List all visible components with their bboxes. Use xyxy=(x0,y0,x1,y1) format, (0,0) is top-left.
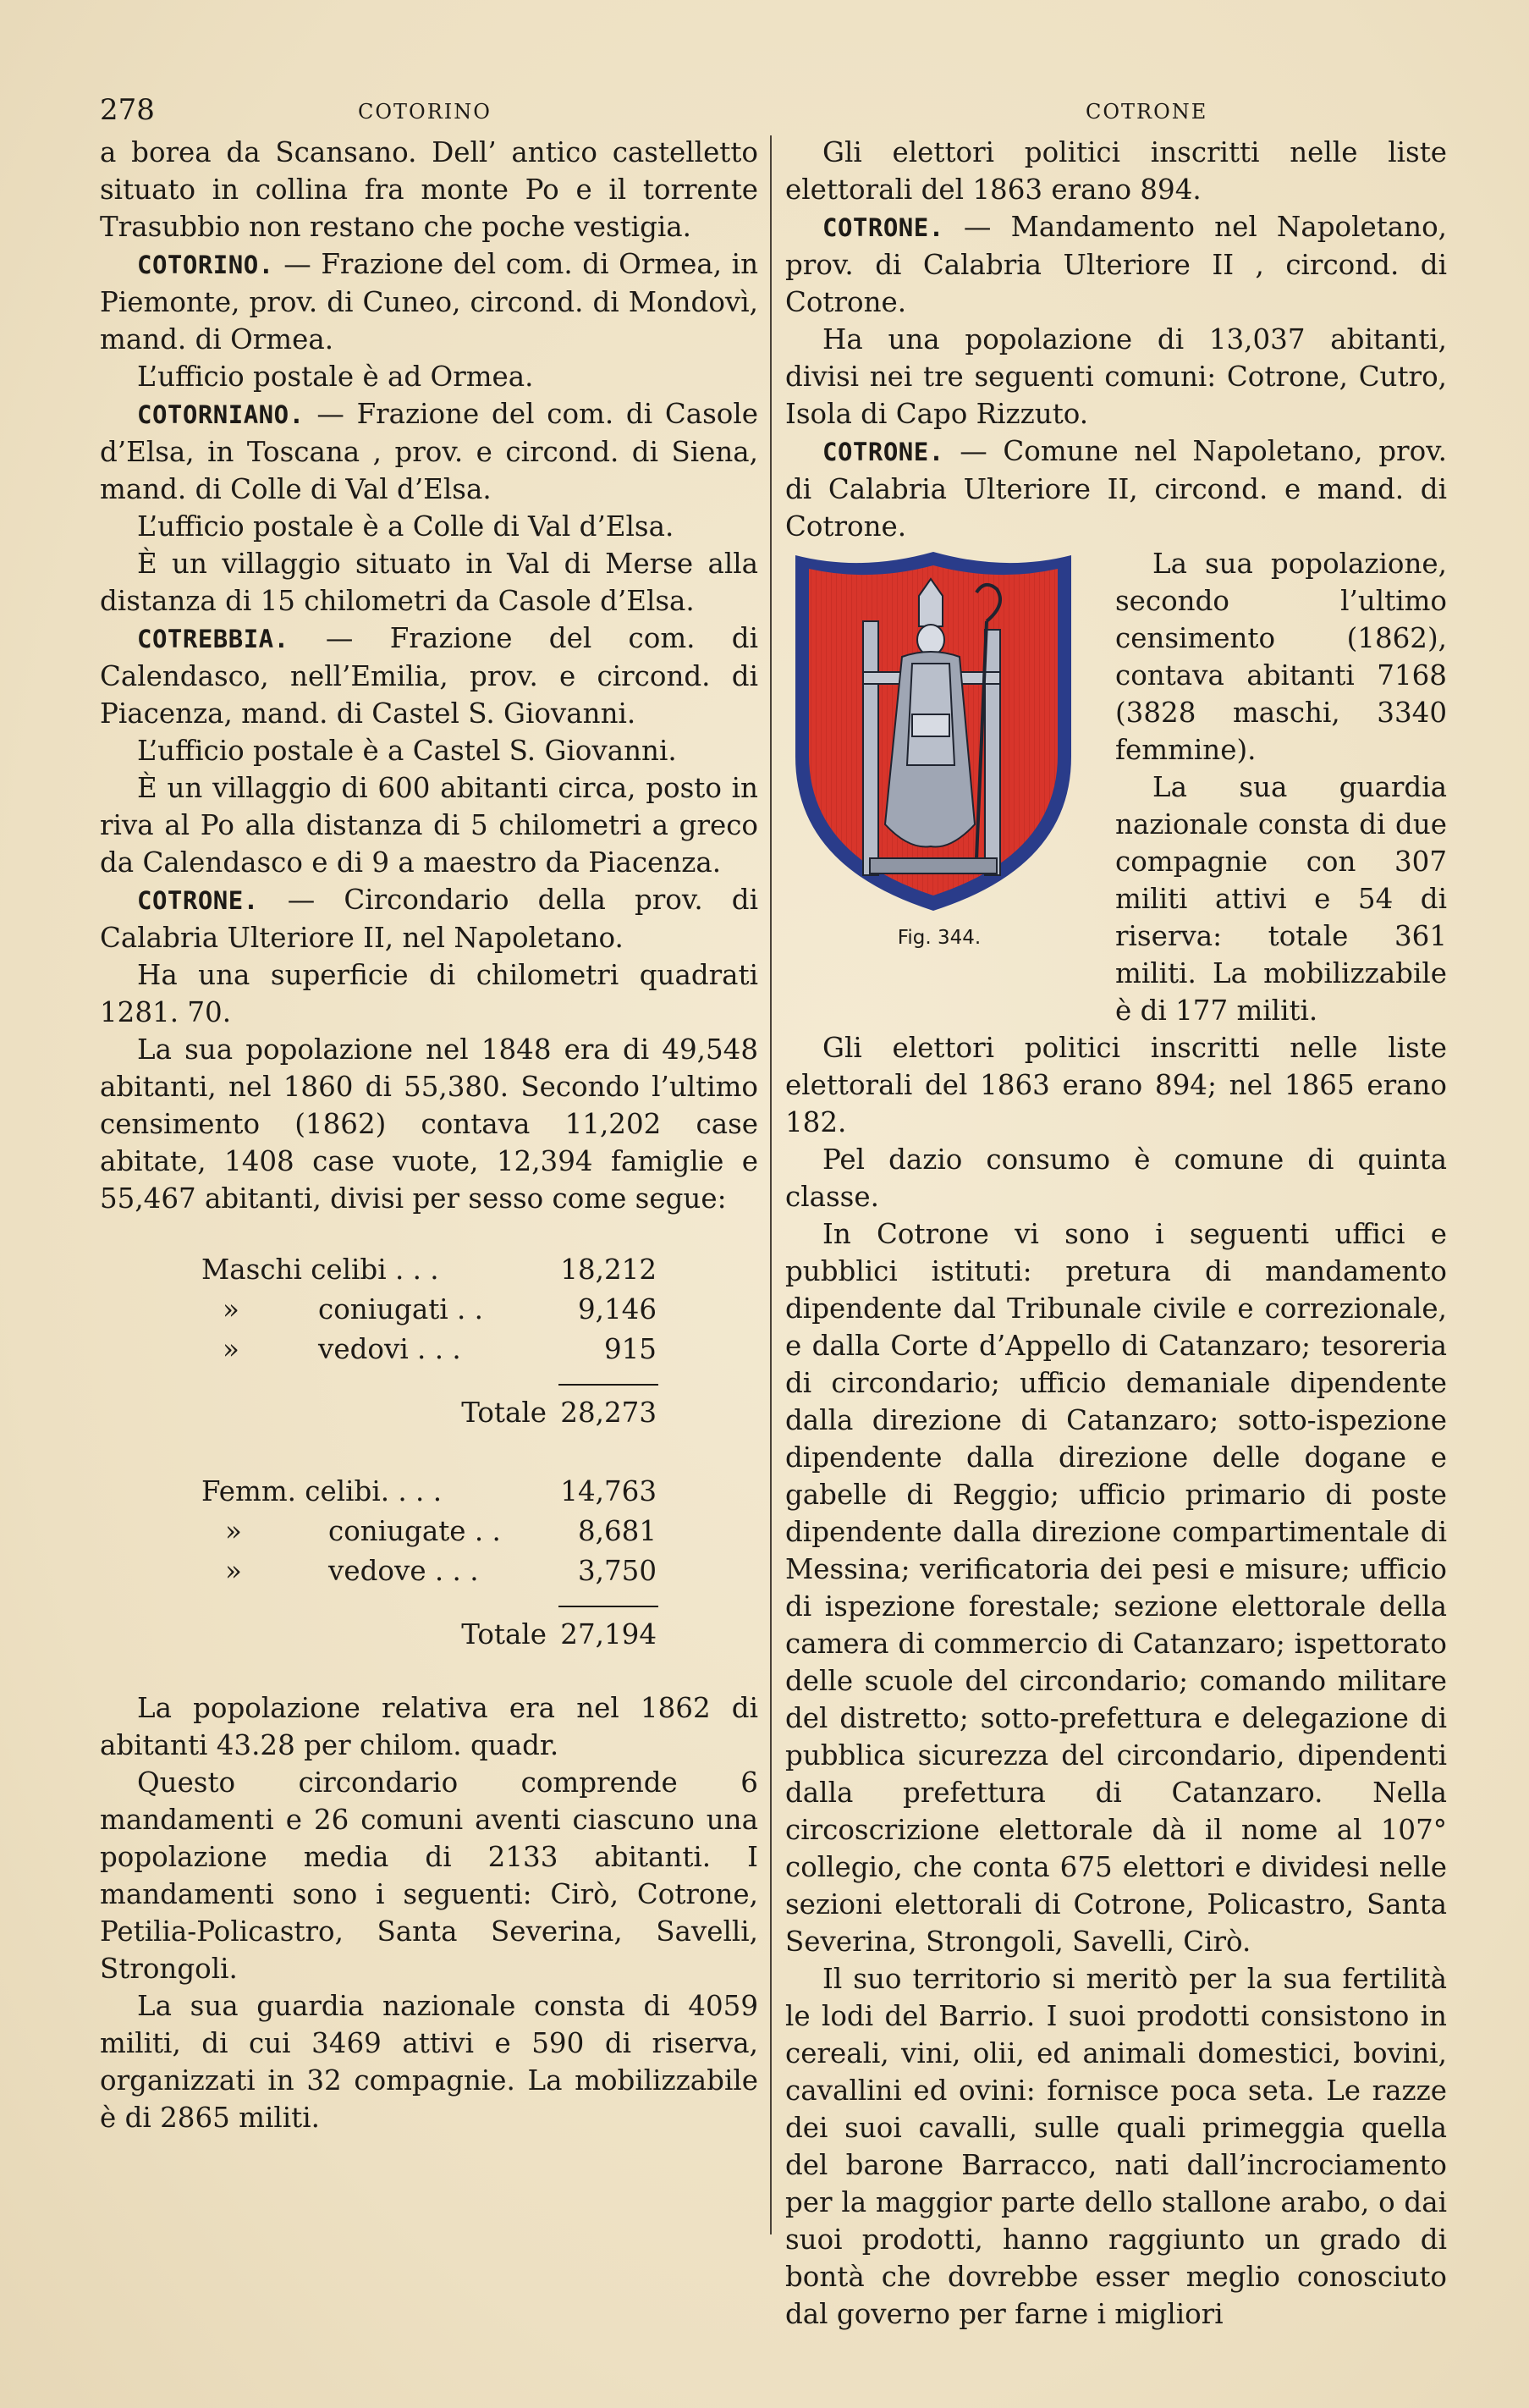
spacer xyxy=(100,1434,758,1473)
paragraph: La sua guardia nazionale consta di due compagnie con 307 militi attivi e 54 di riserva: totale 361 militi. La mobilizzabile è di 177 militi. xyxy=(1115,771,1447,1027)
stat-value: 915 xyxy=(603,1333,657,1365)
entry-cotrone-mandamento xyxy=(785,208,1447,321)
paragraph: Il suo territorio si meritò per la sua fertilità le lodi del Barrio. I suoi prodotti consistono in cereali, vini, olii, ed animali domestici, bovini, cavallini ed ovini: fornisce poca seta. Le razze dei suoi cavalli, sulle quali primeggia quella del barone Barracco, nati dall’incrociamento per la maggior parte dello stallone arabo, o dai suoi prodotti, hanno raggiunto un grado di bontà che dovrebbe esser meglio conosciuto dal governo per farne i migliori xyxy=(785,1963,1447,2330)
figure-caption: Fig. 344. xyxy=(897,927,982,949)
entry-heading: COTREBBIA. xyxy=(137,625,289,653)
stat-value: 9,146 xyxy=(577,1293,657,1325)
total-label: Totale xyxy=(461,1397,547,1429)
paragraph: Gli elettori politici inscritti nelle liste elettorali del 1863 erano 894; nel 1865 erano 182. xyxy=(785,1032,1447,1138)
entry-text: — Mandamento nel Napoletano, prov. di Calabria Ulteriore II , circond. di Cotrone. xyxy=(785,211,1447,318)
ditto-mark: » xyxy=(225,1555,242,1587)
entry-text: — Comune nel Napoletano, prov. di Calabria Ulteriore II, circond. e mand. di Cotrone. xyxy=(785,435,1447,543)
stat-row xyxy=(100,1291,758,1331)
figure-coat-of-arms xyxy=(773,545,1105,999)
stat-row xyxy=(100,1251,758,1291)
total-rule xyxy=(100,1370,758,1394)
entry-cotrebbia xyxy=(100,620,758,732)
page-number: 278 xyxy=(100,93,155,127)
ditto-mark: » xyxy=(223,1333,239,1365)
entry-text: — Circondario della prov. di Calabria Ulteriore II, nel Napoletano. xyxy=(100,884,758,954)
stat-value: 8,681 xyxy=(577,1515,657,1547)
entry-cotorino xyxy=(100,245,758,358)
entry-heading: COTORINO. xyxy=(137,251,274,279)
ditto-mark: » xyxy=(225,1515,242,1547)
paragraph: La sua guardia nazionale consta di 4059 militi, di cui 3469 attivi e 590 di riserva, organizzati in 32 compagnie. La mobilizzabile è di 2865 militi. xyxy=(100,1990,758,2134)
total-rule xyxy=(100,1592,758,1616)
entry-text: — Frazione del com. di Casole d’Elsa, in Toscana , prov. e circond. di Siena, mand. di Colle di Val d’Elsa. xyxy=(100,398,758,505)
stat-label: coniugati . . xyxy=(318,1293,483,1325)
paragraph: Ha una superficie di chilometri quadrati 1281. 70. xyxy=(100,959,758,1028)
stat-row xyxy=(100,1552,758,1592)
paragraph: La sua popolazione nel 1848 era di 49,548 abitanti, nel 1860 di 55,380. Secondo l’ultimo censimento (1862) contava 11,202 case abitate, 1408 case vuote, 12,394 famiglie e 55,467 abitanti, divisi per sesso come segue: xyxy=(100,1033,758,1215)
total-label: Totale xyxy=(461,1618,547,1650)
running-head-left: COTORINO xyxy=(358,100,492,124)
paragraph: In Cotrone vi sono i seguenti uffici e pubblici istituti: pretura di mandamento dipendente dal Tribunale civile e correzionale, e dalla Corte d’Appello di Catanzaro; tesoreria di circondario; ufficio demaniale dipendente dalla direzione di Catanzaro; sotto-ispezione dipendente dalla direzione delle dogane e gabelle di Reggio; ufficio primario di poste dipendente dalla direzione compartimentale di Messina; verificatoria dei pesi e misure; ufficio di ispezione forestale; sezione elettorale della camera di commercio di Catanzaro; ispettorato delle scuole del circondario; comando militare del distretto; sotto-prefettura e delegazione di pubblica sicurezza del circondario, dipendenti dalla prefettura di Catanzaro. Nella circoscrizione elettorale dà il nome al 107° collegio, che conta 675 elettori e dividesi nelle sezioni elettorali di Cotrone, Policastro, Santa Severina, Strongoli, Savelli, Cirò. xyxy=(785,1218,1447,1958)
paragraph: Gli elettori politici inscritti nelle liste elettorali del 1863 erano 894. xyxy=(785,136,1447,206)
running-head-right: COTRONE xyxy=(1086,100,1208,124)
stat-row xyxy=(100,1473,758,1513)
paragraph: Pel dazio consumo è comune di quinta classe. xyxy=(785,1143,1447,1213)
stat-row xyxy=(100,1513,758,1552)
paragraph: Ha una popolazione di 13,037 abitanti, divisi nei tre seguenti comuni: Cotrone, Cutro, Isola di Capo Rizzuto. xyxy=(785,323,1447,430)
population-table xyxy=(100,1251,758,1656)
stat-total-row xyxy=(100,1616,758,1656)
total-value: 28,273 xyxy=(560,1397,657,1429)
paragraph: La popolazione relativa era nel 1862 di abitanti 43.28 per chilom. quadr. xyxy=(100,1692,758,1761)
entry-text: — Frazione del com. di Ormea, in Piemonte, prov. di Cuneo, circond. di Mondovì, mand. di Ormea. xyxy=(100,248,758,355)
entry-cotorniano xyxy=(100,395,758,508)
stat-row xyxy=(100,1331,758,1370)
paragraph: L’ufficio postale è a Castel S. Giovanni. xyxy=(137,735,677,767)
stat-total-row xyxy=(100,1394,758,1434)
coat-of-arms-shield xyxy=(785,545,1081,917)
paragraph: È un villaggio di 600 abitanti circa, posto in riva al Po alla distanza di 5 chilometri a greco da Calendasco e di 9 a maestro da Piacenza. xyxy=(100,772,758,879)
stat-label: vedovi . . . xyxy=(318,1333,461,1365)
entry-heading: COTORNIANO. xyxy=(137,400,305,429)
total-value: 27,194 xyxy=(560,1618,657,1650)
paragraph: L’ufficio postale è ad Ormea. xyxy=(137,361,534,393)
left-column xyxy=(100,134,758,2136)
entry-heading: COTRONE. xyxy=(822,213,944,242)
ditto-mark: » xyxy=(223,1293,239,1325)
paragraph-continuation: a borea da Scansano. Dell’ antico castelletto situato in collina fra monte Po e il torrente Trasubbio non restano che poche vestigia. xyxy=(100,136,758,243)
page-header-left xyxy=(100,93,777,135)
stat-label: Femm. celibi. . . . xyxy=(201,1475,443,1507)
entry-cotrone-circondario xyxy=(100,881,758,956)
entry-text: — Frazione del com. di Calendasco, nell’Emilia, prov. e circond. di Piacenza, mand. di Castel S. Giovanni. xyxy=(100,622,758,730)
paragraph: L’ufficio postale è a Colle di Val d’Elsa. xyxy=(137,510,674,543)
paragraph: È un villaggio situato in Val di Merse alla distanza di 15 chilometri da Casole d’Elsa. xyxy=(100,548,758,617)
stat-value: 3,750 xyxy=(577,1555,657,1587)
stat-label: vedove . . . xyxy=(328,1555,479,1587)
paragraph: Questo circondario comprende 6 mandamenti e 26 comuni aventi ciascuno una popolazione media di 2133 abitanti. I mandamenti sono i seguenti: Cirò, Cotrone, Petilia-Policastro, Santa Severina, Savelli, Strongoli. xyxy=(100,1766,758,1985)
stat-label: coniugate . . xyxy=(328,1515,501,1547)
column-divider xyxy=(770,135,772,2234)
entry-heading: COTRONE. xyxy=(137,886,259,915)
entry-cotrone-comune xyxy=(785,433,1447,545)
stat-label: Maschi celibi . . . xyxy=(201,1254,439,1286)
entry-heading: COTRONE. xyxy=(822,438,944,466)
stat-value: 14,763 xyxy=(560,1475,657,1507)
right-column xyxy=(785,134,1447,2333)
stat-value: 18,212 xyxy=(560,1254,657,1286)
paragraph: La sua popolazione, secondo l’ultimo censimento (1862), contava abitanti 7168 (3828 maschi, 3340 femmine). xyxy=(1115,548,1447,766)
